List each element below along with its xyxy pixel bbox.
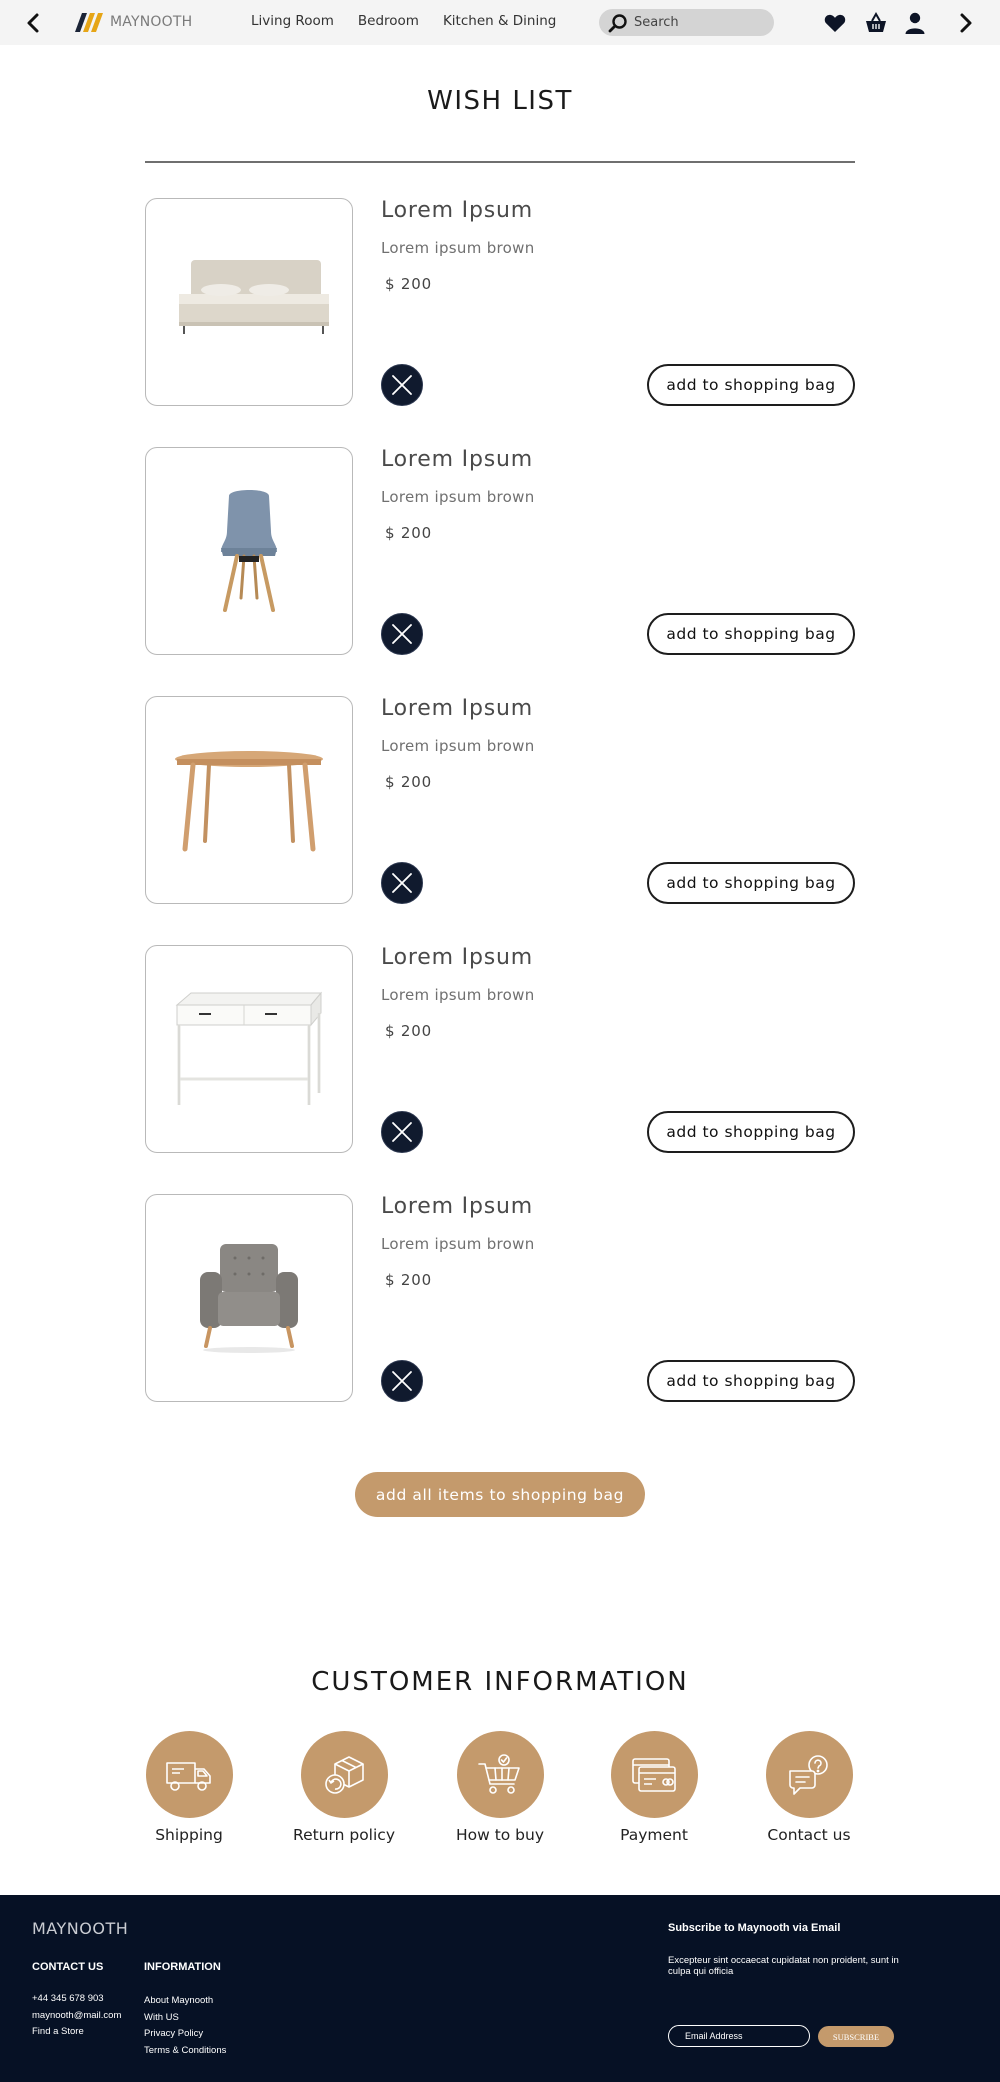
contact-email[interactable]: maynooth@mail.com bbox=[32, 2009, 122, 2021]
info-label: Contact us bbox=[767, 1826, 851, 1844]
shopping-basket-icon[interactable] bbox=[864, 11, 888, 35]
user-account-icon[interactable] bbox=[903, 11, 927, 35]
customer-info-title: CUSTOMER INFORMATION bbox=[311, 1667, 689, 1697]
remove-item-button[interactable] bbox=[381, 862, 423, 904]
wishlist-item bbox=[145, 945, 855, 1153]
product-description: Lorem ipsum brown bbox=[381, 1235, 535, 1253]
information-list bbox=[144, 1993, 226, 2059]
product-description: Lorem ipsum brown bbox=[381, 239, 535, 257]
contact-phone[interactable]: +44 345 678 903 bbox=[32, 1993, 104, 2004]
nav-bedroom[interactable]: Bedroom bbox=[357, 13, 419, 29]
info-circle bbox=[146, 1731, 233, 1818]
privacy-policy-link[interactable]: Privacy Policy bbox=[144, 2028, 204, 2039]
wishlist-item bbox=[145, 696, 855, 904]
info-return-policy[interactable] bbox=[279, 1731, 409, 1844]
product-name[interactable]: Lorem Ipsum bbox=[381, 696, 533, 721]
close-icon bbox=[391, 872, 413, 894]
add-to-bag-button[interactable]: add to shopping bag bbox=[647, 613, 855, 655]
remove-item-button[interactable] bbox=[381, 364, 423, 406]
brand-logo[interactable] bbox=[74, 10, 192, 34]
information-heading: INFORMATION bbox=[144, 1961, 221, 1973]
site-footer bbox=[0, 1895, 1000, 2082]
brand-name: MAYNOOTH bbox=[110, 14, 193, 30]
info-circle bbox=[457, 1731, 544, 1818]
find-store-link[interactable]: Find a Store bbox=[32, 2026, 84, 2037]
category-nav bbox=[251, 13, 556, 29]
subscribe-text: Excepteur sint occaecat cupidatat non proident, sunt in culpa qui officia bbox=[668, 1955, 899, 1977]
search-input[interactable] bbox=[634, 15, 754, 30]
product-description: Lorem ipsum brown bbox=[381, 488, 535, 506]
product-price: $ 200 bbox=[385, 773, 432, 791]
about-link[interactable]: About Maynooth bbox=[144, 1995, 214, 2006]
info-circle bbox=[301, 1731, 388, 1818]
close-icon bbox=[391, 374, 413, 396]
product-name[interactable]: Lorem Ipsum bbox=[381, 945, 533, 970]
info-circle bbox=[611, 1731, 698, 1818]
close-icon bbox=[391, 623, 413, 645]
product-price: $ 200 bbox=[385, 1271, 432, 1289]
product-name[interactable]: Lorem Ipsum bbox=[381, 1194, 533, 1219]
logo-mark-icon bbox=[74, 10, 106, 34]
title-divider bbox=[145, 161, 855, 163]
terms-link[interactable]: Terms & Conditions bbox=[144, 2044, 227, 2056]
truck-icon bbox=[164, 1755, 214, 1795]
subscribe-title: Subscribe to Maynooth via Email bbox=[668, 1922, 841, 1934]
page-title: WISH LIST bbox=[427, 86, 573, 116]
product-price: $ 200 bbox=[385, 275, 432, 293]
subscribe-button[interactable]: SUBSCRIBE bbox=[818, 2026, 894, 2047]
desk-image bbox=[169, 989, 329, 1109]
info-label: Return policy bbox=[293, 1826, 395, 1844]
wishlist-item bbox=[145, 1194, 855, 1402]
product-description: Lorem ipsum brown bbox=[381, 986, 535, 1004]
search-icon bbox=[608, 13, 628, 33]
info-label: Shipping bbox=[155, 1826, 223, 1844]
info-circle bbox=[766, 1731, 853, 1818]
email-field[interactable] bbox=[668, 2025, 810, 2047]
add-all-to-bag-button[interactable]: add all items to shopping bag bbox=[355, 1472, 645, 1517]
return-box-icon bbox=[321, 1752, 367, 1798]
add-to-bag-button[interactable]: add to shopping bag bbox=[647, 364, 855, 406]
back-arrow-icon[interactable] bbox=[22, 11, 46, 35]
add-to-bag-button[interactable]: add to shopping bag bbox=[647, 862, 855, 904]
info-contact-us[interactable] bbox=[744, 1731, 874, 1844]
info-label: How to buy bbox=[455, 1826, 545, 1844]
product-price: $ 200 bbox=[385, 1022, 432, 1040]
product-image-desk[interactable] bbox=[145, 945, 353, 1153]
remove-item-button[interactable] bbox=[381, 1360, 423, 1402]
bed-image bbox=[169, 252, 329, 352]
nav-kitchen-dining[interactable]: Kitchen & Dining bbox=[442, 13, 557, 29]
top-nav-bar bbox=[0, 0, 1000, 45]
remove-item-button[interactable] bbox=[381, 613, 423, 655]
chair-image bbox=[199, 486, 299, 616]
info-shipping[interactable] bbox=[124, 1731, 254, 1844]
wishlist-item bbox=[145, 447, 855, 655]
contact-heading: CONTACT US bbox=[32, 1961, 104, 1973]
product-image-dining-table[interactable] bbox=[145, 696, 353, 904]
nav-living-room[interactable]: Living Room bbox=[251, 13, 334, 29]
product-name[interactable]: Lorem Ipsum bbox=[381, 447, 533, 472]
product-price: $ 200 bbox=[385, 524, 432, 542]
wishlist-item bbox=[145, 198, 855, 406]
add-to-bag-button[interactable]: add to shopping bag bbox=[647, 1111, 855, 1153]
dining-table-image bbox=[169, 745, 329, 855]
close-icon bbox=[391, 1370, 413, 1392]
info-payment[interactable] bbox=[589, 1731, 719, 1844]
contact-list bbox=[32, 1991, 121, 2041]
product-description: Lorem ipsum brown bbox=[381, 737, 535, 755]
forward-arrow-icon[interactable] bbox=[953, 11, 977, 35]
product-name[interactable]: Lorem Ipsum bbox=[381, 198, 533, 223]
footer-brand[interactable]: MAYNOOTH bbox=[32, 1919, 129, 1938]
heart-icon[interactable] bbox=[823, 11, 847, 35]
add-to-bag-button[interactable]: add to shopping bag bbox=[647, 1360, 855, 1402]
cart-icon bbox=[477, 1754, 523, 1796]
credit-card-icon bbox=[630, 1755, 678, 1795]
close-icon bbox=[391, 1121, 413, 1143]
armchair-image bbox=[194, 1238, 304, 1358]
chat-question-icon bbox=[786, 1753, 832, 1797]
with-us-link[interactable]: With US bbox=[144, 2011, 179, 2023]
info-label: Payment bbox=[620, 1826, 688, 1844]
product-image-bed[interactable] bbox=[145, 198, 353, 406]
search-bar[interactable] bbox=[599, 9, 774, 36]
info-how-to-buy[interactable] bbox=[435, 1731, 565, 1844]
product-image-chair[interactable] bbox=[145, 447, 353, 655]
product-image-armchair[interactable] bbox=[145, 1194, 353, 1402]
remove-item-button[interactable] bbox=[381, 1111, 423, 1153]
